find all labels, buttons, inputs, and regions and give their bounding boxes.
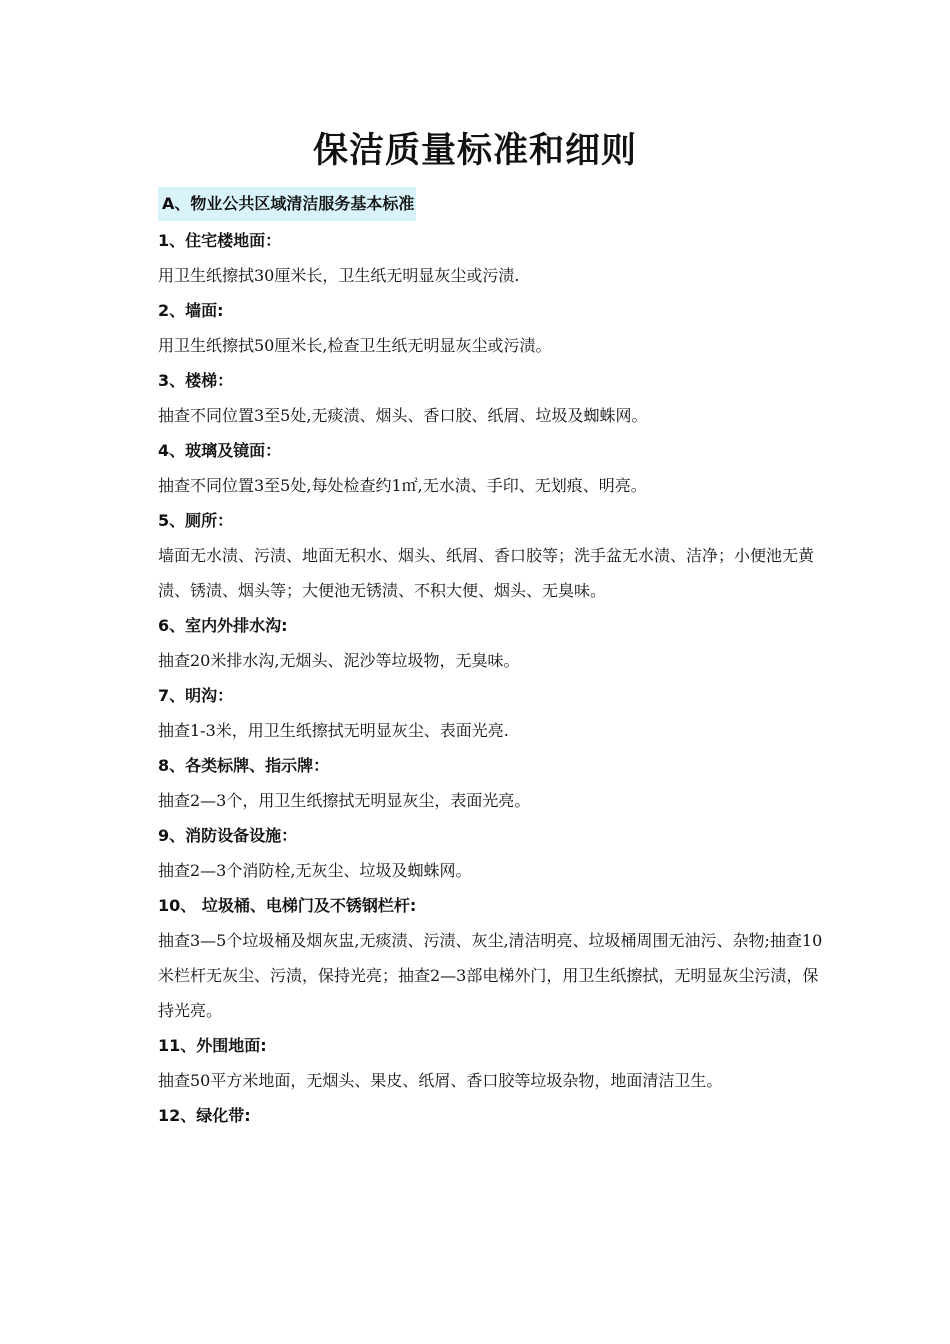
item-11	[158, 1028, 830, 1098]
item-heading: 2、墙面:	[158, 301, 224, 320]
item-4	[158, 433, 830, 503]
item-12	[158, 1098, 830, 1133]
item-heading: 11、外围地面:	[158, 1036, 267, 1055]
document-title: 保洁质量标准和细则	[312, 131, 637, 171]
item-8	[158, 748, 830, 818]
item-6	[158, 608, 830, 678]
item-heading: 4、玻璃及镜面：	[158, 441, 282, 460]
item-heading: 9、消防设备设施：	[158, 826, 298, 845]
section-header: A、物业公共区域清洁服务基本标准	[158, 187, 416, 221]
document-body	[158, 187, 830, 1133]
item-heading: 12、绿化带:	[158, 1106, 251, 1125]
item-10	[158, 888, 830, 1028]
item-heading: 10、 垃圾桶、电梯门及不锈钢栏杆:	[158, 896, 417, 915]
item-text: 抽查不同位置3至5处,无痰渍、烟头、香口胶、纸屑、垃圾及蜘蛛网。	[158, 406, 648, 425]
item-text: 抽查2—3个，用卫生纸擦拭无明显灰尘，表面光亮。	[158, 791, 531, 810]
item-heading: 1、住宅楼地面：	[158, 231, 282, 250]
item-2	[158, 293, 830, 363]
item-heading: 8、各类标牌、指示牌：	[158, 756, 330, 775]
item-7	[158, 678, 830, 748]
item-9	[158, 818, 830, 888]
item-text: 抽查50平方米地面，无烟头、果皮、纸屑、香口胶等垃圾杂物，地面清洁卫生。	[158, 1071, 723, 1090]
item-3	[158, 363, 830, 433]
item-text: 抽查1-3米，用卫生纸擦拭无明显灰尘、表面光亮.	[158, 721, 509, 740]
item-text: 用卫生纸擦拭50厘米长,检查卫生纸无明显灰尘或污渍。	[158, 336, 552, 355]
item-text: 抽查20米排水沟,无烟头、泥沙等垃圾物，无臭味。	[158, 651, 520, 670]
item-text: 抽查不同位置3至5处,每处检查约1㎡,无水渍、手印、无划痕、明亮。	[158, 476, 647, 495]
item-text: 用卫生纸擦拭30厘米长，卫生纸无明显灰尘或污渍.	[158, 266, 520, 285]
item-heading: 7、明沟：	[158, 686, 234, 705]
item-heading: 6、室内外排水沟:	[158, 616, 288, 635]
item-heading: 5、厕所：	[158, 511, 234, 530]
item-text: 墙面无水渍、污渍、地面无积水、烟头、纸屑、香口胶等；洗手盆无水渍、洁净；小便池无黄渍、锈渍、烟头等；大便池无锈渍、不积大便、烟头、无臭味。	[158, 546, 815, 600]
item-text: 抽查3—5个垃圾桶及烟灰盅,无痰渍、污渍、灰尘,清洁明亮、垃圾桶周围无油污、杂物;抽查10米栏杆无灰尘、污渍，保持光亮；抽查2—3部电梯外门，用卫生纸擦拭，无明显灰尘污渍，保持光亮。	[158, 931, 823, 1020]
item-5	[158, 503, 830, 608]
item-text: 抽查2—3个消防栓,无灰尘、垃圾及蜘蛛网。	[158, 861, 472, 880]
item-heading: 3、楼梯：	[158, 371, 234, 390]
item-1	[158, 223, 830, 293]
